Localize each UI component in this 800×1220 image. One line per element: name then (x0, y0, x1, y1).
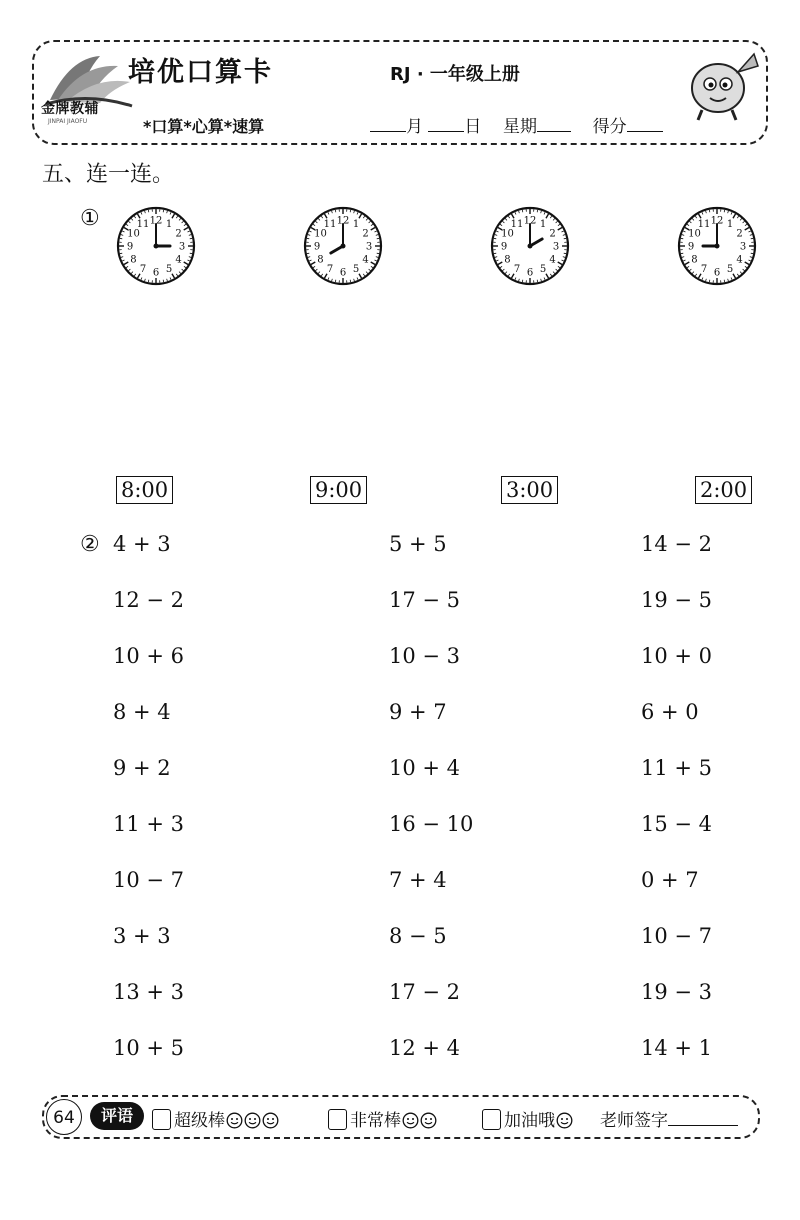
clock-number: 1 (352, 218, 360, 230)
clock-center (154, 244, 159, 249)
clock-tick (377, 238, 379, 239)
clock-number: 12 (523, 215, 537, 227)
clock-tick (335, 280, 336, 282)
practice-tags: *口算*心算*速算 (143, 117, 265, 136)
time-option-box[interactable]: 8:00 (116, 476, 173, 504)
section-title: 五、连一连。 (42, 162, 175, 187)
clock-number: 5 (539, 264, 547, 276)
option-very-great[interactable] (328, 1106, 437, 1134)
clock-number: 4 (175, 254, 182, 266)
clock-number: 10 (314, 228, 327, 240)
expression-item[interactable]: 12 + 4 (389, 1036, 461, 1060)
checkbox-icon[interactable] (152, 1109, 171, 1130)
clock-number: 6 (713, 267, 721, 279)
signature-blank[interactable] (668, 1109, 738, 1126)
clock-number: 8 (691, 254, 698, 266)
clock-tick (120, 253, 122, 254)
clock-tick (494, 238, 496, 239)
clock-tick (307, 253, 309, 254)
clock-face[interactable] (302, 205, 384, 287)
clock-number: 1 (165, 218, 173, 230)
expression-item[interactable]: 10 + 5 (113, 1036, 185, 1060)
clock-face[interactable] (489, 205, 571, 287)
clock-number: 8 (130, 254, 137, 266)
checkbox-icon[interactable] (328, 1109, 347, 1130)
comment-badge: 评语 (90, 1102, 144, 1130)
clock-tick (564, 253, 566, 254)
expression-item[interactable]: 10 + 0 (641, 644, 713, 668)
clock-number: 8 (317, 254, 324, 266)
expression-item[interactable]: 12 − 2 (113, 588, 185, 612)
option-label: 加油哦 (504, 1111, 555, 1131)
day-label: 日 (464, 117, 482, 137)
clock-number: 7 (513, 264, 521, 276)
clock-face[interactable] (115, 205, 197, 287)
smiley-face-icon (401, 1112, 437, 1134)
clock-tick (494, 253, 496, 254)
clock-number: 8 (504, 254, 511, 266)
edition-label: RJ · 一年级上册 (390, 64, 520, 85)
clock-tick (377, 253, 379, 254)
expression-item[interactable]: 19 − 5 (641, 588, 713, 612)
time-option-box[interactable]: 9:00 (310, 476, 367, 504)
clock-tick (681, 238, 683, 239)
clock-tick (564, 238, 566, 239)
month-blank[interactable] (370, 115, 406, 132)
clock-tick (350, 210, 351, 212)
logo-text: 金牌教辅 (41, 101, 99, 117)
clock-tick (709, 280, 710, 282)
clock-number: 4 (549, 254, 556, 266)
date-score-line (370, 112, 663, 137)
clock-tick (350, 280, 351, 282)
clock-face[interactable] (676, 205, 758, 287)
expression-item[interactable]: 7 + 4 (389, 868, 447, 892)
clock-center (715, 244, 720, 249)
smiley-face-icon (225, 1112, 279, 1134)
clock-number: 3 (178, 241, 186, 253)
expression-item[interactable]: 19 − 3 (641, 980, 713, 1004)
expression-item[interactable]: 9 + 7 (389, 700, 447, 724)
cartoon-mascot-icon (680, 44, 762, 124)
clock-tick (335, 210, 336, 212)
clock-tick (190, 253, 192, 254)
clock-center (528, 244, 533, 249)
clock-number: 7 (326, 264, 334, 276)
clock-tick (522, 280, 523, 282)
clock-number: 3 (739, 241, 747, 253)
expression-item[interactable]: 8 + 4 (113, 700, 171, 724)
clock-tick (537, 280, 538, 282)
clock-number: 5 (726, 264, 734, 276)
clock-number: 9 (500, 241, 508, 253)
expression-item[interactable]: 10 + 6 (113, 644, 185, 668)
expression-item[interactable]: 4 + 3 (113, 532, 171, 556)
clock-number: 3 (365, 241, 373, 253)
clock-number: 4 (736, 254, 743, 266)
clock-number: 10 (501, 228, 514, 240)
card-title: 培优口算卡 (128, 57, 273, 88)
clock-number: 2 (549, 228, 556, 240)
smiley-face-icon (555, 1112, 573, 1134)
expression-item[interactable]: 5 + 5 (389, 532, 447, 556)
book-fan-logo-icon (40, 48, 135, 140)
expression-item[interactable]: 17 − 5 (389, 588, 461, 612)
expression-item[interactable]: 16 − 10 (389, 812, 474, 836)
expression-item[interactable]: 10 − 7 (641, 924, 713, 948)
clock-tick (163, 280, 164, 282)
clock-tick (751, 253, 753, 254)
expression-item[interactable]: 6 + 0 (641, 700, 699, 724)
clock-tick (681, 253, 683, 254)
clock-number: 5 (165, 264, 173, 276)
clock-tick (307, 238, 309, 239)
expression-item[interactable]: 11 + 5 (641, 756, 713, 780)
option-label: 超级棒 (174, 1111, 225, 1131)
clock-number: 5 (352, 264, 360, 276)
month-label: 月 (406, 117, 423, 137)
clock-number: 12 (710, 215, 724, 227)
checkbox-icon[interactable] (482, 1109, 501, 1130)
clock-number: 9 (313, 241, 321, 253)
expression-item[interactable]: 13 + 3 (113, 980, 185, 1004)
expression-item[interactable]: 0 + 7 (641, 868, 699, 892)
question-1-number: ① (80, 206, 100, 231)
clock-number: 10 (127, 228, 140, 240)
clock-tick (190, 238, 192, 239)
option-super-great[interactable] (152, 1106, 279, 1134)
expression-item[interactable]: 14 + 1 (641, 1036, 713, 1060)
logo-subtext: JINPAI JIAOFU (48, 118, 88, 125)
clock-number: 4 (362, 254, 369, 266)
time-option-box[interactable]: 3:00 (501, 476, 558, 504)
clock-number: 11 (136, 218, 150, 230)
clock-tick (163, 210, 164, 212)
clock-number: 3 (552, 241, 560, 253)
clock-number: 6 (339, 267, 347, 279)
option-label: 非常棒 (350, 1111, 401, 1131)
clock-number: 12 (149, 215, 163, 227)
option-keep-going[interactable] (482, 1106, 573, 1134)
clock-center (341, 244, 346, 249)
score-label: 得分 (592, 117, 627, 137)
clock-tick (120, 238, 122, 239)
clock-number: 6 (526, 267, 534, 279)
page-number: 64 (46, 1099, 82, 1135)
clock-number: 11 (323, 218, 337, 230)
expression-item[interactable]: 9 + 2 (113, 756, 171, 780)
clock-tick (724, 280, 725, 282)
clock-number: 11 (697, 218, 711, 230)
teacher-signature (600, 1106, 738, 1131)
clock-number: 1 (726, 218, 734, 230)
time-option-box[interactable]: 2:00 (695, 476, 752, 504)
expression-item[interactable]: 10 + 4 (389, 756, 461, 780)
expression-item[interactable]: 10 − 7 (113, 868, 185, 892)
expression-item[interactable]: 3 + 3 (113, 924, 171, 948)
expression-item[interactable]: 8 − 5 (389, 924, 447, 948)
clock-number: 2 (175, 228, 182, 240)
day-blank[interactable] (428, 115, 464, 132)
clock-tick (724, 210, 725, 212)
score-blank[interactable] (627, 115, 663, 132)
clock-number: 11 (510, 218, 524, 230)
clock-number: 6 (152, 267, 160, 279)
expression-item[interactable]: 17 − 2 (389, 980, 461, 1004)
clock-number: 12 (336, 215, 350, 227)
clock-tick (709, 210, 710, 212)
expression-item[interactable]: 15 − 4 (641, 812, 713, 836)
expression-item[interactable]: 10 − 3 (389, 644, 461, 668)
teacher-sign-label: 老师签字 (600, 1111, 668, 1131)
clock-number: 7 (139, 264, 147, 276)
clock-number: 1 (539, 218, 547, 230)
clock-number: 9 (126, 241, 134, 253)
expression-item[interactable]: 11 + 3 (113, 812, 185, 836)
weekday-label: 星期 (503, 117, 538, 137)
clock-tick (751, 238, 753, 239)
clock-tick (148, 280, 149, 282)
clock-tick (148, 210, 149, 212)
clock-number: 2 (736, 228, 743, 240)
clock-tick (537, 210, 538, 212)
clock-tick (522, 210, 523, 212)
expression-item[interactable]: 14 − 2 (641, 532, 713, 556)
clock-number: 7 (700, 264, 708, 276)
clock-number: 2 (362, 228, 369, 240)
question-2-number: ② (80, 532, 100, 557)
weekday-blank[interactable] (537, 115, 571, 132)
clock-number: 9 (687, 241, 695, 253)
clock-number: 10 (688, 228, 701, 240)
